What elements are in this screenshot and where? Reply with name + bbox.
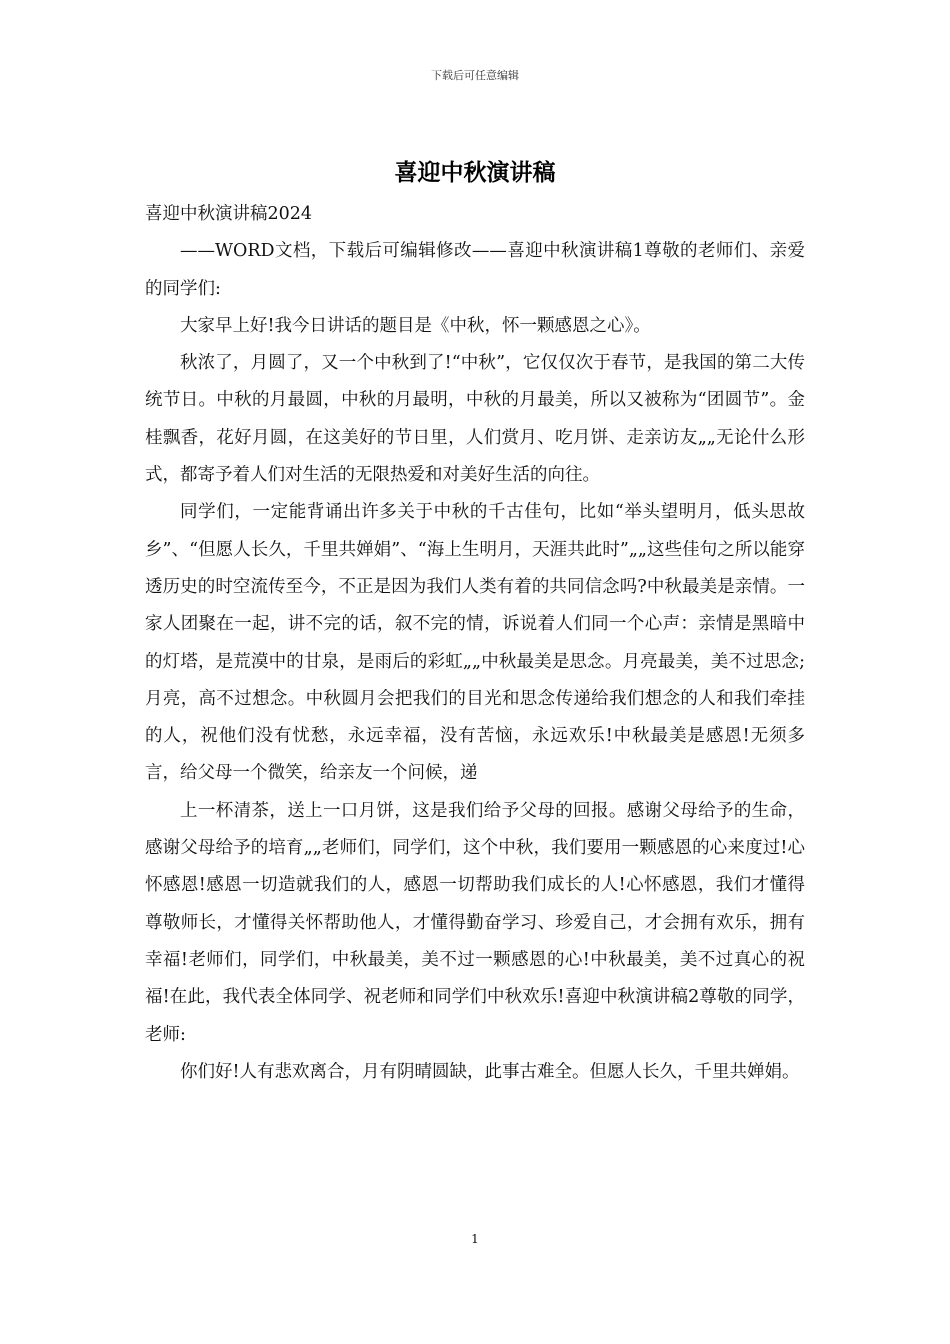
paragraph: 大家早上好!我今日讲话的题目是《中秋，怀一颗感恩之心》。 (180, 315, 651, 336)
paragraph: ——WORD文档，下载后可编辑修改——喜迎中秋演讲稿1尊敬的老师们、亲爱的同学们: (145, 241, 805, 299)
document-body (145, 196, 805, 1091)
paragraph: 同学们，一定能背诵出许多关于中秋的千古佳句，比如“举头望明月，低头思故乡”、“但愿人长久，千里共婵娟”、“海上生明月，天涯共此时”„„这些佳句之所以能穿透历史的时空流传至今，不正是因为我们人类有着的共同信念吗?中秋最美是亲情。一家人团聚在一起，讲不完的话，叙不完的情，诉说着人们同一个心声：亲情是黑暗中的灯塔，是荒漠中的甘泉，是雨后的彩虹„„中秋最美是思念。月亮最美，美不过思念;月亮，高不过想念。中秋圆月会把我们的目光和思念传递给我们想念的人和我们牵挂的人，祝他们没有忧愁，永远幸福，没有苦恼，永远欢乐!中秋最美是感恩!无须多言，给父母一个微笑，给亲友一个问候，递 (145, 502, 805, 784)
subtitle-paragraph: 喜迎中秋演讲稿2024 (145, 204, 313, 224)
paragraph: 秋浓了，月圆了，又一个中秋到了!“中秋”，它仅仅次于春节，是我国的第二大传统节日。中秋的月最圆，中秋的月最明，中秋的月最美，所以又被称为“团圆节”。金桂飘香，花好月圆，在这美好的节日里，人们赏月、吃月饼、走亲访友„„无论什么形式，都寄予着人们对生活的无限热爱和对美好生活的向往。 (145, 353, 805, 486)
paragraph: 你们好!人有悲欢离合，月有阴晴圆缺，此事古难全。但愿人长久，千里共婵娟。 (180, 1061, 800, 1082)
document-title: 喜迎中秋演讲稿 (394, 159, 556, 186)
paragraph: 上一杯清茶，送上一口月饼，这是我们给予父母的回报。感谢父母给予的生命，感谢父母给予的培育„„老师们，同学们，这个中秋，我们要用一颗感恩的心来度过!心怀感恩!感恩一切造就我们的人，感恩一切帮助我们成长的人!心怀感恩，我们才懂得尊敬师长，才懂得关怀帮助他人，才懂得勤奋学习、珍爱自己，才会拥有欢乐，拥有幸福!老师们，同学们，中秋最美，美不过一颗感恩的心!中秋最美，美不过真心的祝福!在此，我代表全体同学、祝老师和同学们中秋欢乐!喜迎中秋演讲稿2尊敬的同学，老师: (145, 800, 805, 1045)
page-number: 1 (471, 1232, 479, 1246)
page-header-note: 下载后可任意编辑 (431, 69, 519, 82)
